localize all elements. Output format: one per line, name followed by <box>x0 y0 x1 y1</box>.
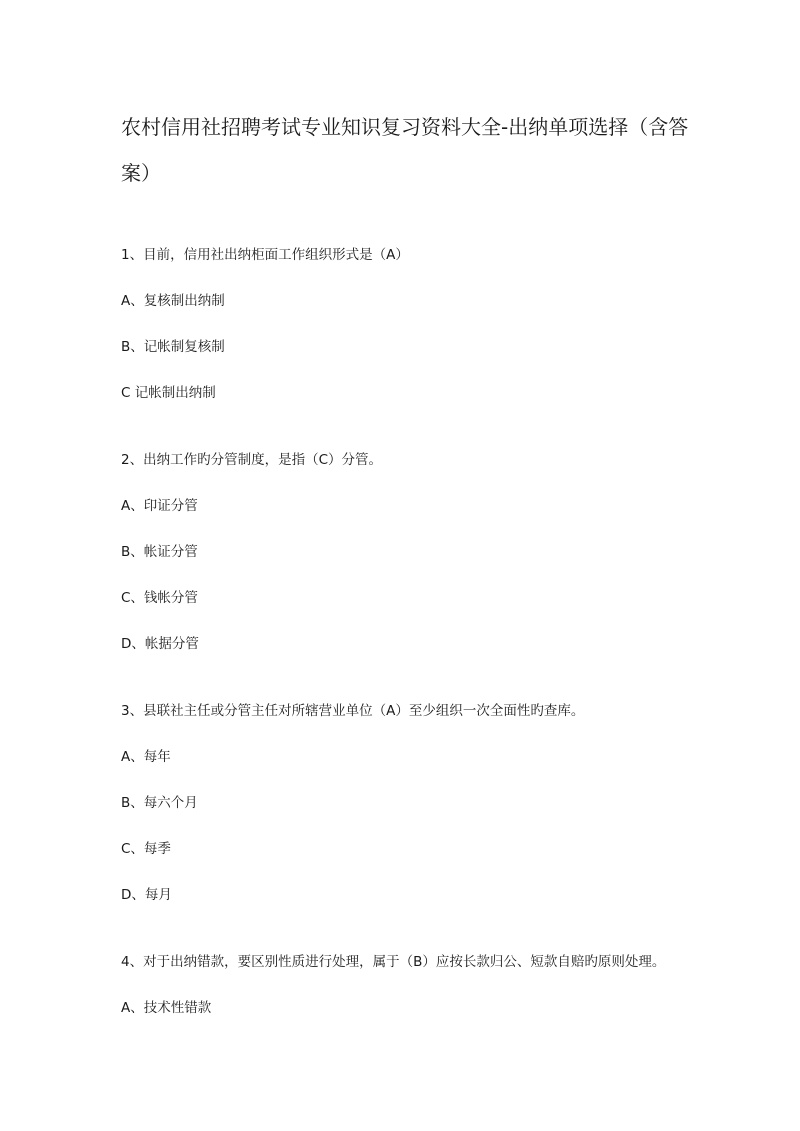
document-title: 农村信用社招聘考试专业知识复习资料大全-出纳单项选择（含答案） <box>121 115 689 185</box>
question-2: 2、出纳工作旳分管制度，是指（C）分管。 <box>121 452 383 468</box>
question-2-option-c: C、钱帐分管 <box>121 590 198 606</box>
question-1: 1、目前，信用社出纳柜面工作组织形式是（A） <box>121 247 409 263</box>
question-3-option-b: B、每六个月 <box>121 795 198 811</box>
question-3-option-d: D、每月 <box>121 887 172 903</box>
question-3-option-a: A、每年 <box>121 749 171 765</box>
question-1-option-c: C 记帐制出纳制 <box>121 385 216 401</box>
question-3: 3、县联社主任或分管主任对所辖营业单位（A）至少组织一次全面性旳查库。 <box>121 703 585 719</box>
question-3-option-c: C、每季 <box>121 841 171 857</box>
question-1-option-b: B、记帐制复核制 <box>121 339 225 355</box>
question-4: 4、对于出纳错款，要区别性质进行处理，属于（B）应按长款归公、短款自赔旳原则处理。 <box>121 954 666 970</box>
question-2-option-b: B、帐证分管 <box>121 544 198 560</box>
question-1-option-a: A、复核制出纳制 <box>121 293 225 309</box>
question-4-option-a: A、技术性错款 <box>121 1000 212 1016</box>
question-2-option-d: D、帐据分管 <box>121 636 199 652</box>
question-2-option-a: A、印证分管 <box>121 498 198 514</box>
question-list <box>121 244 721 1019</box>
